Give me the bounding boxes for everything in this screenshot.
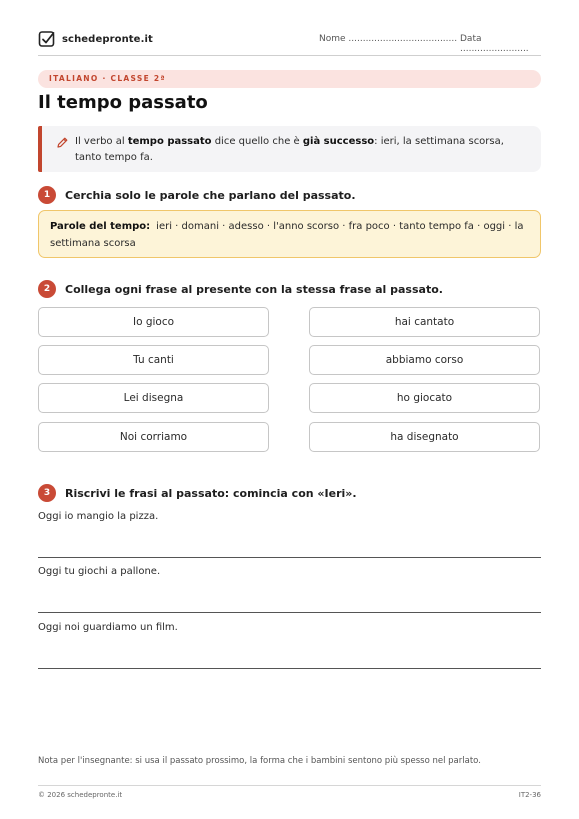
page-title: Il tempo passato	[38, 92, 208, 113]
footer-code: IT2-36	[518, 791, 541, 799]
time-words-box	[38, 210, 541, 258]
match-left-2[interactable]: Tu canti	[38, 345, 269, 375]
match-right-4[interactable]: ha disegnato	[309, 422, 540, 452]
exercise-2-number: 2	[38, 280, 56, 298]
rule-term-2: già successo	[302, 136, 375, 147]
rule-box	[38, 126, 541, 172]
exercise-2-heading	[38, 280, 443, 298]
exercise-3-heading	[38, 484, 357, 502]
logo	[38, 30, 153, 48]
subject-label: ITALIANO · CLASSE 2ª	[49, 74, 166, 83]
footer-divider	[38, 785, 541, 786]
checkbox-document-icon	[38, 30, 56, 48]
date-field[interactable]: Data ........................	[460, 34, 529, 54]
subject-bar	[38, 70, 541, 88]
exercise-3-number: 3	[38, 484, 56, 502]
exercise-1-instruction: Cerchia solo le parole che parlano del passato.	[65, 188, 356, 202]
match-right-3[interactable]: ho giocato	[309, 383, 540, 413]
match-left-4[interactable]: Noi corriamo	[38, 422, 269, 452]
match-left-3[interactable]: Lei disegna	[38, 383, 269, 413]
answer-line-3[interactable]	[38, 668, 541, 669]
logo-text: schedepronte.it	[62, 33, 153, 45]
match-left-1[interactable]: Io gioco	[38, 307, 269, 337]
exercise-1-heading	[38, 186, 356, 204]
page-header	[38, 30, 541, 56]
name-field[interactable]: Nome ......................................	[319, 34, 458, 44]
match-right-1[interactable]: hai cantato	[309, 307, 540, 337]
rule-term: tempo passato	[127, 136, 212, 147]
match-right-2[interactable]: abbiamo corso	[309, 345, 540, 375]
time-words-label: Parole del tempo:	[50, 221, 151, 232]
time-words-list[interactable]: ieri · domani · adesso · l'anno scorso · fra poco · tanto tempo fa · oggi · la settimana scorsa	[50, 221, 524, 249]
answer-line-2[interactable]	[38, 612, 541, 613]
sentence-2: Oggi tu giochi a pallone.	[38, 566, 161, 577]
pencil-icon	[56, 136, 69, 149]
exercise-2-instruction: Collega ogni frase al presente con la stessa frase al passato.	[65, 282, 443, 296]
exercise-1-number: 1	[38, 186, 56, 204]
answer-line-1[interactable]	[38, 557, 541, 558]
sentence-1: Oggi io mangio la pizza.	[38, 511, 159, 522]
time-words-text	[50, 218, 525, 252]
rule-text: Il verbo al tempo passato dice quello che è già successo: ieri, la settimana scorsa, tanto tempo fa.	[75, 136, 504, 163]
teacher-note: Nota per l'insegnante: si usa il passato prossimo, la forma che i bambini sentono più spesso nel parlato.	[38, 756, 481, 766]
exercise-3-instruction: Riscrivi le frasi al passato: comincia con «Ieri».	[65, 486, 357, 500]
sentence-3: Oggi noi guardiamo un film.	[38, 622, 178, 633]
footer-copyright: © 2026 schedepronte.it	[38, 791, 123, 799]
